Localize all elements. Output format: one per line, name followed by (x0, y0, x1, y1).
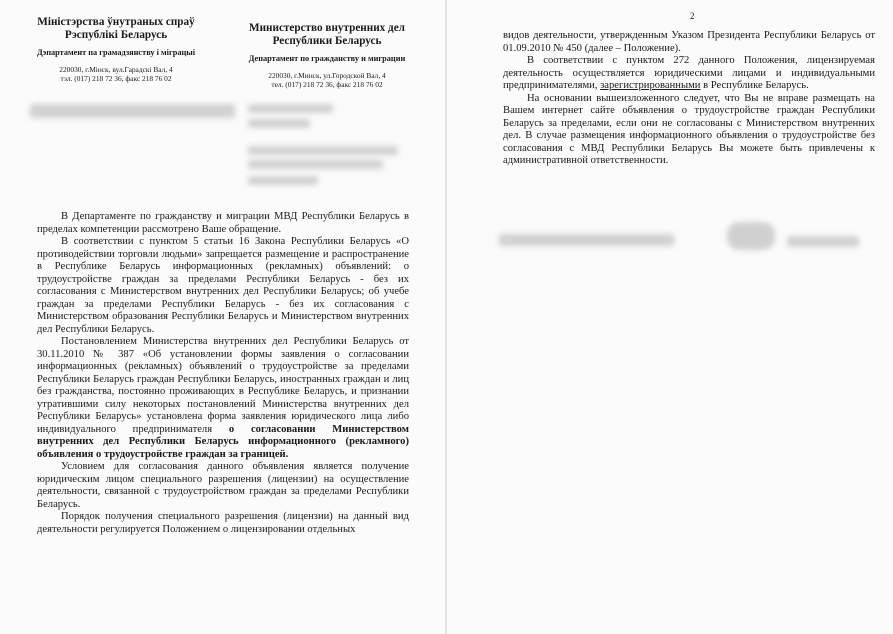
paragraph: Порядок получения специального разрешения (лицензии) на данный вид деятельности регулируется Положением о лицензировании отдельных (37, 511, 409, 535)
letterhead-dept-by: Дэпартамент па грамадзянству і міграцыі (36, 48, 196, 57)
paragraph-continuation: видов деятельности, утвержденным Указом Президента Республики Беларусь от 01.09.2010 № 450 (далее – Положение). (503, 30, 875, 54)
paragraph: На основании вышеизложенного следует, что Вы не вправе размещать на Вашем интернет сайте объявления о трудоустройстве граждан Республики Беларусь за пределами, если они не согласованы с Министерством внутренних дел. В случае размещения информационного объявления о трудоустройстве без согласования с МВД Республики Беларусь Вы можете быть привлечены к административной ответственности. (503, 92, 875, 166)
paragraph-text: в Республике Беларусь. (703, 80, 809, 91)
letterhead-phone-ru: тел. (017) 218 72 36, факс 218 76 02 (271, 80, 383, 89)
underlined-text: зарегистрированными (600, 80, 701, 91)
letterhead-phone-by: тэл. (017) 218 72 36, факс 218 76 02 (60, 74, 172, 83)
document-page-2 (447, 0, 893, 634)
redacted-recipient-line-5 (248, 176, 318, 185)
letterhead-org-by: Міністэрства ўнутраных спраў Рэспублікі Беларусь (37, 16, 195, 41)
letterhead-dept-ru: Департамент по гражданству и миграции (248, 54, 406, 63)
redacted-signature (727, 222, 775, 250)
letter-body-page-2 (503, 30, 875, 168)
letterhead-address-by: 220030, г.Мінск, вул.Гарадскі Вал, 4 (59, 65, 173, 74)
redacted-signatory-title (499, 234, 674, 246)
page-number: 2 (690, 11, 695, 21)
paragraph: Условием для согласования данного объявления является получение юридическим лицом специального разрешения (лицензии) на осуществление деятельности, связанной с трудоустройством граждан за пределами Республики Беларусь. (37, 461, 409, 510)
paragraph: В Департаменте по гражданству и миграции МВД Республики Беларусь в пределах компетенции рассмотрено Ваше обращение. (37, 211, 409, 235)
paragraph (37, 336, 409, 461)
letterhead-belarusian (18, 16, 214, 83)
letterhead-org-ru: Министерство внутренних дел Республики Беларусь (249, 22, 405, 47)
paragraph-text: Постановлением Министерства внутренних дел Республики Беларусь от 30.11.2010 № 387 «Об установлении формы заявления о согласовании информационных (рекламных) объявлений о трудоустройстве за пределами Республики Беларусь граждан Республики Беларусь, иностранных граждан и лиц без гражданства, постоянно проживающих в Республике Беларусь, и признании утратившими силу некоторых постановлений Министерства внутренних дел Республики Беларусь» установлена форма заявления юридического лица либо индивидуального предпринимателя (37, 336, 409, 435)
redacted-recipient-line-1 (248, 104, 333, 113)
letterhead-russian (238, 22, 416, 89)
letterhead-address-ru: 220030, г.Минск, ул.Городской Вал, 4 (268, 71, 386, 80)
paragraph-text: В соответствии с пунктом 272 данного Положения, лицензируемая деятельность осуществляется юридическими лицами и индивидуальными предпринимателями, (503, 55, 875, 91)
redacted-date-number (30, 104, 235, 118)
document-page-1 (0, 0, 445, 634)
redacted-recipient-line-4 (248, 160, 383, 169)
redacted-signatory-name (787, 236, 859, 247)
paragraph-bold-text: о согласовании Министерством внутренних дел Республики Беларусь информационного (рекламного) объявления о трудоустройстве граждан за границей. (37, 423, 409, 460)
letter-body-page-1 (37, 211, 409, 536)
paragraph (503, 55, 875, 93)
paragraph: В соответствии с пунктом 5 статьи 16 Закона Республики Беларусь «О противодействии торговли людьми» запрещается размещение и распространение в Республике Беларусь информационных (рекламных) объявлений: о трудоустройстве граждан за пределами Республики Беларусь - без их согласования с Министерством внутренних дел Республики Беларусь; об учебе граждан за пределами Республики Беларусь - без их согласования с Министерством образования Республики Беларусь и Министерством внутренних дел Республики Беларусь. (37, 236, 409, 335)
redacted-recipient-line-2 (248, 119, 310, 128)
redacted-recipient-line-3 (248, 146, 398, 155)
